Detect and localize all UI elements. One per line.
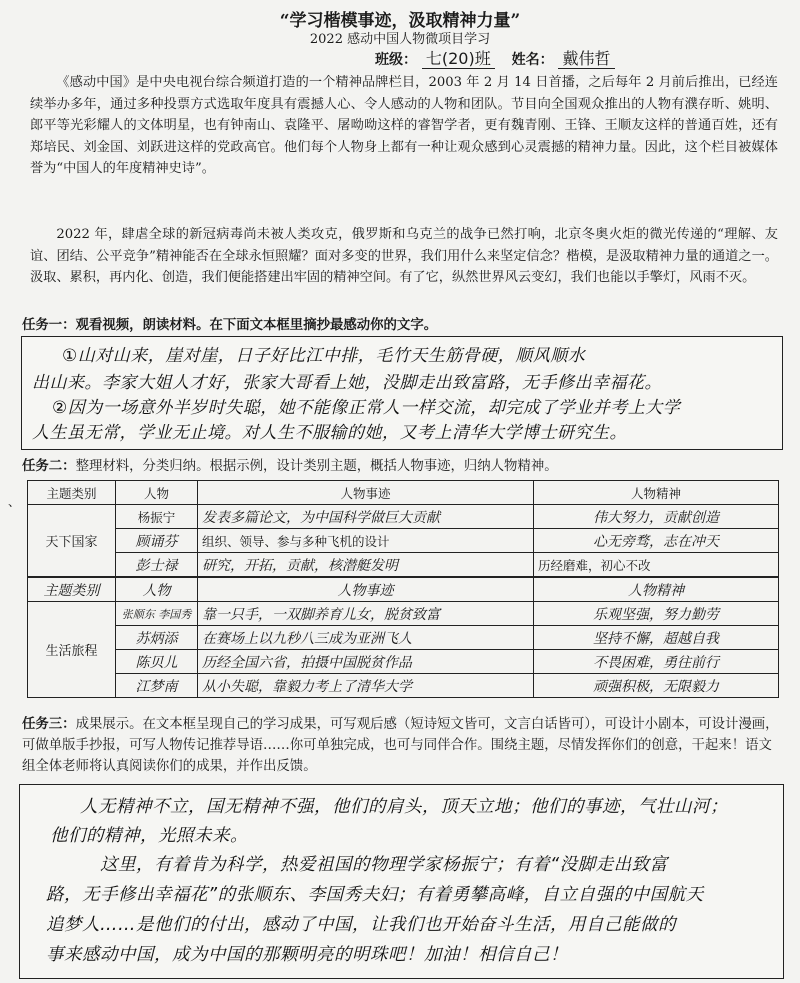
- cell-deeds: 从小失聪，靠毅力考上了清华大学: [198, 674, 534, 698]
- task1-label: 任务一：: [22, 317, 76, 333]
- cell-deeds: 历经全国六省，拍摄中国脱贫作品: [198, 650, 534, 674]
- header-deeds: 人物事迹: [198, 481, 534, 505]
- name-label: 姓名：: [511, 52, 554, 68]
- task1-answer-line: 出山来。李家大姐人才好，张家大哥看上她，没脚走出致富路，无手修出幸福花。: [32, 373, 662, 393]
- task3-answer-line: 他们的精神，光照未来。: [50, 826, 248, 846]
- cell-person: 彭士禄: [116, 553, 198, 578]
- cell-person: 张顺东 李国秀: [116, 602, 198, 626]
- cell-person: 苏炳添: [116, 626, 198, 650]
- task2-label: 任务二：: [22, 458, 76, 474]
- header2-spirit: 人物精神: [534, 577, 779, 602]
- class-label: 班级：: [375, 52, 417, 68]
- task3-answer-line: 这里，有着肯为科学，热爱祖国的物理学家杨振宁；有着“没脚走出致富: [100, 855, 668, 875]
- group-theme: 生活旅程: [28, 602, 116, 698]
- cell-deeds: 组织、领导、参与多种飞机的设计: [198, 529, 534, 553]
- header-spirit: 人物精神: [534, 481, 779, 505]
- cell-person: 杨振宁: [116, 505, 198, 529]
- table-row: [28, 674, 779, 698]
- intro-paragraph-1: 《感动中国》是中央电视台综合频道打造的一个精神品牌栏目，2003 年 2 月 14 日首播，之后每年 2 月前后推出，已经连续举办多年，通过多种投票方式选取年度具有震撼人心、令人感动的人物和团队。节目向全国观众推出的人物有濮存昕、姚明、郎平等光彩耀人的文体明星，也有钟南山、袁隆平、屠呦呦这样的睿智学者，更有魏青刚、王锋、王顺友这样的普通百姓，还有郑培民、刘金国、刘跃进这样的党政高官。他们每个人物身上都有一种让观众感到心灵震撼的精神力量。因此，这个栏目被媒体誉为“中国人的年度精神史诗”。: [30, 75, 778, 176]
- cell-deeds: 研究，开拓，贡献，核潜艇发明: [198, 553, 534, 578]
- table-header-row-2: [28, 577, 779, 602]
- student-info: [375, 46, 627, 69]
- page-title: “学习楷模事迹，汲取精神力量”: [279, 11, 521, 31]
- cell-spirit: 历经磨难，初心不改: [534, 553, 779, 578]
- task3-label: 任务三：: [22, 716, 76, 732]
- task3-answer-line: 追梦人……是他们的付出，感动了中国，让我们也开始奋斗生活，用自己能做的: [46, 915, 676, 935]
- cell-person: 顾诵芬: [116, 529, 198, 553]
- cell-spirit: 坚持不懈，超越自我: [534, 626, 779, 650]
- task3-answer-box: [19, 784, 784, 979]
- cell-spirit: 伟大努力，贡献创造: [534, 505, 779, 529]
- header-person: 人物: [116, 481, 198, 505]
- cell-spirit: 乐观坚强，努力勤劳: [534, 602, 779, 626]
- summary-table: [27, 480, 779, 698]
- class-value: 七(20)班: [422, 49, 495, 69]
- task1-answer-line: 人生虽无常，学业无止境。对人生不服输的她，又考上清华大学博士研究生。: [32, 423, 627, 443]
- header-theme: 主题类别: [28, 481, 116, 505]
- table-row: [28, 650, 779, 674]
- cell-person: 陈贝儿: [116, 650, 198, 674]
- cell-spirit: 不畏困难，勇往前行: [534, 650, 779, 674]
- task3-answer-line: 人无精神不立，国无精神不强，他们的肩头，顶天立地；他们的事迹，气壮山河；: [80, 797, 728, 817]
- cell-spirit: 心无旁骛，志在冲天: [534, 529, 779, 553]
- name-value: 戴伟哲: [558, 49, 614, 69]
- table-header-row: [28, 481, 779, 505]
- task1-answer-box: [21, 336, 783, 450]
- task3-answer-line: 路，无手修出幸福花”的张顺东、李国秀夫妇；有着勇攀高峰，自立自强的中国航天: [46, 885, 704, 905]
- task3-instruction: [22, 714, 782, 777]
- task3-text: 成果展示。在文本框呈现自己的学习成果，可写观后感（短诗短文皆可，文言白话皆可），可设计小剧本，可设计漫画，可做单版手抄报，可写人物传记推荐导语……你可单独完成，也可与同伴合作。围绕主题，尽情发挥你们的创意，干起来！语文组全体老师将认真阅读你们的成果，并作出反馈。: [22, 717, 779, 774]
- cell-deeds: 靠一只手，一双脚养育儿女，脱贫致富: [198, 602, 534, 626]
- page-subtitle: 2022 感动中国人物微项目学习: [309, 32, 491, 47]
- intro-paragraph-2: 2022 年，肆虐全球的新冠病毒尚未被人类攻克，俄罗斯和乌克兰的战争已然打响，北京冬奥火炬的微光传递的“理解、友谊、团结、公平竞争”精神能否在全球永恒照耀？面对多变的世界，我们用什么来坚定信念？楷模，是汲取精神力量的通道之一。汲取、累积，再内化、创造，我们便能搭建出牢固的精神空间。有了它，纵然世界风云变幻，我们也能以手擎灯，风雨不灭。: [30, 227, 778, 285]
- task2-instruction: [22, 456, 782, 477]
- task1-answer-line: ①山对山来，崖对崖，日子好比江中排，毛竹天生筋骨硬，顺风顺水: [62, 346, 586, 366]
- header2-deeds: 人物事迹: [198, 577, 534, 602]
- table-row: [28, 505, 779, 529]
- cell-spirit: 顽强积极，无限毅力: [534, 674, 779, 698]
- task3-answer-line: 事来感动中国，成为中国的那颗明亮的明珠吧！加油！相信自己！: [46, 945, 568, 965]
- task1-answer-line: ②因为一场意外半岁时失聪，她不能像正常人一样交流，却完成了学业并考上大学: [52, 398, 681, 418]
- table-row: [28, 602, 779, 626]
- table-row: [28, 553, 779, 578]
- cell-deeds: 发表多篇论文，为中国科学做巨大贡献: [198, 505, 534, 529]
- header2-person: 人物: [116, 577, 198, 602]
- header2-theme: 主题类别: [28, 577, 116, 602]
- task1-instruction: [22, 315, 782, 336]
- task2-text: 整理材料，分类归纳。根据示例，设计类别主题，概括人物事迹，归纳人物精神。: [75, 459, 558, 474]
- margin-mark: 、: [8, 495, 21, 509]
- cell-person: 江梦南: [116, 674, 198, 698]
- task1-text: 观看视频，朗读材料。在下面文本框里摘抄最感动你的文字。: [75, 317, 438, 333]
- cell-deeds: 在赛场上以九秒八三成为亚洲飞人: [198, 626, 534, 650]
- table-row: [28, 626, 779, 650]
- table-row: [28, 529, 779, 553]
- group-theme: 天下国家: [28, 505, 116, 578]
